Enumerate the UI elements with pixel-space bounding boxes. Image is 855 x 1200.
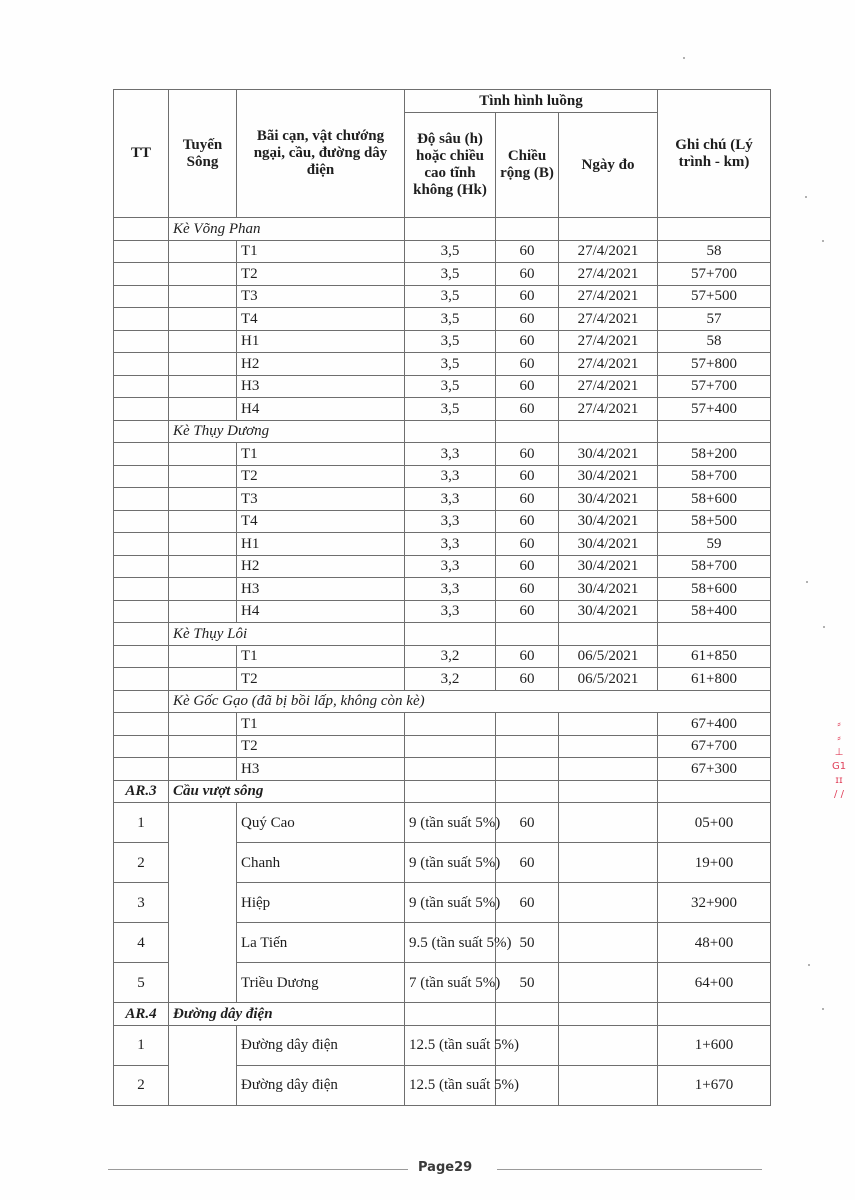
date-cell (559, 218, 658, 241)
object-name: T2 (237, 668, 405, 691)
table-row (114, 398, 771, 421)
date-value: 27/4/2021 (559, 353, 658, 376)
tt-cell (114, 600, 169, 623)
date-value: 27/4/2021 (559, 330, 658, 353)
width-value: 60 (496, 843, 559, 883)
width-value: 60 (496, 285, 559, 308)
section-title: Cầu vượt sông (169, 780, 405, 803)
group-title-row (114, 690, 771, 713)
width-value: 60 (496, 645, 559, 668)
date-value: 27/4/2021 (559, 308, 658, 331)
object-name: H4 (237, 600, 405, 623)
stamp-glyph: ɪɪ (835, 775, 843, 786)
scan-speck (806, 581, 808, 583)
width-value: 60 (496, 308, 559, 331)
route-cell (169, 555, 237, 578)
note-value: 58 (658, 330, 771, 353)
tt-cell (114, 735, 169, 758)
width-value: 60 (496, 578, 559, 601)
route-cell (169, 488, 237, 511)
width-value: 60 (496, 353, 559, 376)
width-value: 60 (496, 555, 559, 578)
width-value: 60 (496, 510, 559, 533)
note-value: 58+600 (658, 488, 771, 511)
route-cell (169, 353, 237, 376)
scan-speck (805, 196, 807, 198)
table-row (114, 645, 771, 668)
table-row (114, 285, 771, 308)
depth-value: 12.5 (tần suất 5%) (405, 1065, 496, 1105)
depth-value: 3,3 (405, 533, 496, 556)
width-value: 50 (496, 963, 559, 1003)
object-name: Hiệp (237, 883, 405, 923)
depth-value: 3,5 (405, 308, 496, 331)
route-cell (169, 285, 237, 308)
depth-cell (405, 218, 496, 241)
table-row (114, 353, 771, 376)
tt-value: 1 (114, 1025, 169, 1065)
depth-value: 3,2 (405, 645, 496, 668)
note-cell (658, 1003, 771, 1026)
table-row (114, 510, 771, 533)
tt-cell (114, 330, 169, 353)
depth-value: 3,3 (405, 465, 496, 488)
route-cell (169, 735, 237, 758)
table-row (114, 1025, 771, 1065)
group-title-row (114, 420, 771, 443)
header-channel-group: Tình hình luồng (405, 90, 658, 113)
group-title: Kè Thụy Lôi (169, 623, 405, 646)
date-cell (559, 780, 658, 803)
note-value: 61+800 (658, 668, 771, 691)
page-footer (0, 1158, 855, 1182)
object-name: Đường dây điện (237, 1065, 405, 1105)
tt-cell (114, 510, 169, 533)
note-value: 48+00 (658, 923, 771, 963)
depth-value: 7 (tần suất 5%) (405, 963, 496, 1003)
depth-value: 9.5 (tần suất 5%) (405, 923, 496, 963)
route-cell (169, 465, 237, 488)
note-value: 57+700 (658, 263, 771, 286)
page-number: Page29 (418, 1160, 473, 1175)
date-value: 30/4/2021 (559, 600, 658, 623)
tt-cell (114, 465, 169, 488)
date-value: 30/4/2021 (559, 510, 658, 533)
object-name: T2 (237, 263, 405, 286)
note-cell (658, 218, 771, 241)
tt-value: 2 (114, 1065, 169, 1105)
date-value: 30/4/2021 (559, 488, 658, 511)
note-value: 57+800 (658, 353, 771, 376)
date-cell (559, 420, 658, 443)
group-title: Kè Thụy Dương (169, 420, 405, 443)
route-cell (169, 668, 237, 691)
table-row (114, 240, 771, 263)
route-cell (169, 263, 237, 286)
scan-speck (808, 964, 810, 966)
date-value: 27/4/2021 (559, 240, 658, 263)
tt-cell (114, 668, 169, 691)
header-route: Tuyến Sông (169, 90, 237, 218)
tt-cell (114, 443, 169, 466)
table-row (114, 443, 771, 466)
date-value: 30/4/2021 (559, 555, 658, 578)
footer-rule-left (108, 1169, 408, 1170)
stamp-text: G1 (832, 761, 847, 772)
tt-cell (114, 578, 169, 601)
note-cell (658, 420, 771, 443)
date-value: 27/4/2021 (559, 285, 658, 308)
tt-cell (114, 263, 169, 286)
table-row (114, 735, 771, 758)
date-cell (559, 623, 658, 646)
depth-cell (405, 780, 496, 803)
width-value (496, 735, 559, 758)
date-value (559, 758, 658, 781)
route-cell (169, 240, 237, 263)
date-value (559, 735, 658, 758)
object-name: H4 (237, 398, 405, 421)
width-value: 60 (496, 375, 559, 398)
tt-cell (114, 690, 169, 713)
route-cell (169, 443, 237, 466)
note-cell (658, 623, 771, 646)
table-row (114, 600, 771, 623)
tt-cell (114, 420, 169, 443)
depth-value: 3,5 (405, 285, 496, 308)
note-value: 64+00 (658, 963, 771, 1003)
route-cell (169, 645, 237, 668)
date-value: 30/4/2021 (559, 578, 658, 601)
object-name: T4 (237, 510, 405, 533)
tt-cell (114, 555, 169, 578)
note-value: 1+600 (658, 1025, 771, 1065)
red-stamp-mark (832, 718, 846, 802)
table-row (114, 578, 771, 601)
object-name: Chanh (237, 843, 405, 883)
header-depth: Độ sâu (h) hoặc chiều cao tĩnh không (Hk) (405, 113, 496, 218)
object-name: Triều Dương (237, 963, 405, 1003)
date-value (559, 803, 658, 843)
scan-speck (823, 626, 825, 628)
tt-cell (114, 285, 169, 308)
note-value: 59 (658, 533, 771, 556)
width-value: 60 (496, 533, 559, 556)
width-value: 60 (496, 668, 559, 691)
object-name: T1 (237, 240, 405, 263)
scan-speck (822, 1008, 824, 1010)
note-value: 05+00 (658, 803, 771, 843)
section-code: AR.3 (114, 780, 169, 803)
tt-cell (114, 375, 169, 398)
date-value: 30/4/2021 (559, 443, 658, 466)
tt-cell (114, 713, 169, 736)
table-row (114, 308, 771, 331)
width-value: 60 (496, 398, 559, 421)
date-value: 06/5/2021 (559, 645, 658, 668)
table-row (114, 555, 771, 578)
date-value: 27/4/2021 (559, 263, 658, 286)
date-value (559, 963, 658, 1003)
table-row (114, 375, 771, 398)
date-value: 30/4/2021 (559, 533, 658, 556)
depth-value: 3,5 (405, 398, 496, 421)
route-cell (169, 803, 237, 1003)
object-name: H2 (237, 555, 405, 578)
note-value: 57 (658, 308, 771, 331)
note-value: 57+700 (658, 375, 771, 398)
depth-value: 3,5 (405, 375, 496, 398)
note-value: 1+670 (658, 1065, 771, 1105)
group-title-row (114, 623, 771, 646)
object-name: T1 (237, 645, 405, 668)
date-value (559, 1065, 658, 1105)
date-value: 27/4/2021 (559, 398, 658, 421)
width-value: 60 (496, 600, 559, 623)
tt-value: 2 (114, 843, 169, 883)
date-cell (559, 1003, 658, 1026)
route-cell (169, 1025, 237, 1105)
date-value (559, 923, 658, 963)
date-value: 06/5/2021 (559, 668, 658, 691)
route-cell (169, 398, 237, 421)
table-body (114, 218, 771, 1106)
object-name: T3 (237, 488, 405, 511)
depth-cell (405, 1003, 496, 1026)
route-cell (169, 533, 237, 556)
width-value (496, 758, 559, 781)
width-value: 60 (496, 883, 559, 923)
depth-value: 3,2 (405, 668, 496, 691)
route-cell (169, 758, 237, 781)
tt-cell (114, 533, 169, 556)
depth-value (405, 735, 496, 758)
depth-value (405, 713, 496, 736)
object-name: Đường dây điện (237, 1025, 405, 1065)
note-value: 57+500 (658, 285, 771, 308)
note-value: 58+500 (658, 510, 771, 533)
scan-speck (822, 240, 824, 242)
note-value: 58+600 (658, 578, 771, 601)
object-name: T2 (237, 465, 405, 488)
header-date: Ngày đo (559, 113, 658, 218)
width-value: 60 (496, 443, 559, 466)
header-tt: TT (114, 90, 169, 218)
note-value: 67+700 (658, 735, 771, 758)
tt-cell (114, 488, 169, 511)
header-width: Chiều rộng (B) (496, 113, 559, 218)
width-value: 60 (496, 803, 559, 843)
tt-cell (114, 398, 169, 421)
group-title-row (114, 218, 771, 241)
route-cell (169, 308, 237, 331)
depth-value: 3,3 (405, 600, 496, 623)
width-value: 60 (496, 240, 559, 263)
note-value: 58+200 (658, 443, 771, 466)
depth-value: 9 (tần suất 5%) (405, 803, 496, 843)
depth-value: 3,5 (405, 353, 496, 376)
object-name: T2 (237, 735, 405, 758)
table-row (114, 533, 771, 556)
channel-status-table (113, 89, 771, 1106)
tt-value: 3 (114, 883, 169, 923)
route-cell (169, 600, 237, 623)
width-cell (496, 1003, 559, 1026)
tt-cell (114, 218, 169, 241)
width-value: 60 (496, 465, 559, 488)
depth-value: 3,5 (405, 263, 496, 286)
date-value (559, 883, 658, 923)
width-value (496, 713, 559, 736)
depth-value: 9 (tần suất 5%) (405, 883, 496, 923)
tt-cell (114, 623, 169, 646)
object-name: T1 (237, 443, 405, 466)
note-value: 58+400 (658, 600, 771, 623)
date-value (559, 1025, 658, 1065)
object-name: H3 (237, 375, 405, 398)
table-row (114, 330, 771, 353)
tt-value: 4 (114, 923, 169, 963)
note-value: 67+400 (658, 713, 771, 736)
width-cell (496, 623, 559, 646)
tt-cell (114, 353, 169, 376)
section-title: Đường dây điện (169, 1003, 405, 1026)
depth-cell (405, 623, 496, 646)
width-value: 50 (496, 923, 559, 963)
object-name: H2 (237, 353, 405, 376)
route-cell (169, 713, 237, 736)
header-object: Bãi cạn, vật chướng ngại, cầu, đường dây điện (237, 90, 405, 218)
header-row-1 (114, 90, 771, 113)
note-value: 57+400 (658, 398, 771, 421)
tt-value: 5 (114, 963, 169, 1003)
note-value: 67+300 (658, 758, 771, 781)
route-cell (169, 375, 237, 398)
table-row (114, 758, 771, 781)
depth-value: 3,3 (405, 488, 496, 511)
depth-value: 3,5 (405, 330, 496, 353)
object-name: T3 (237, 285, 405, 308)
depth-value: 3,3 (405, 578, 496, 601)
object-name: H1 (237, 533, 405, 556)
note-value: 19+00 (658, 843, 771, 883)
footer-rule-right (497, 1169, 762, 1170)
depth-value (405, 758, 496, 781)
table-row (114, 713, 771, 736)
depth-value: 3,3 (405, 555, 496, 578)
tt-cell (114, 645, 169, 668)
date-value: 30/4/2021 (559, 465, 658, 488)
note-value: 61+850 (658, 645, 771, 668)
width-value: 60 (496, 330, 559, 353)
stamp-slash: / / (834, 789, 844, 800)
route-cell (169, 578, 237, 601)
stamp-signature-mark: ⸗ ⸗ ⊥ (834, 719, 844, 758)
table-row (114, 803, 771, 843)
width-cell (496, 218, 559, 241)
depth-value: 3,3 (405, 443, 496, 466)
width-value: 60 (496, 263, 559, 286)
group-title: Kè Võng Phan (169, 218, 405, 241)
section-title-row (114, 780, 771, 803)
depth-value: 3,5 (405, 240, 496, 263)
table-row (114, 465, 771, 488)
tt-cell (114, 758, 169, 781)
tt-value: 1 (114, 803, 169, 843)
object-name: H1 (237, 330, 405, 353)
object-name: La Tiến (237, 923, 405, 963)
object-name: Quý Cao (237, 803, 405, 843)
note-value: 58+700 (658, 465, 771, 488)
date-value (559, 713, 658, 736)
table-row (114, 488, 771, 511)
group-title: Kè Gốc Gạo (đã bị bồi lấp, không còn kè) (169, 690, 771, 713)
table-row (114, 668, 771, 691)
scan-speck (683, 57, 685, 59)
date-value (559, 843, 658, 883)
route-cell (169, 510, 237, 533)
object-name: H3 (237, 578, 405, 601)
depth-cell (405, 420, 496, 443)
width-cell (496, 780, 559, 803)
route-cell (169, 330, 237, 353)
tt-cell (114, 308, 169, 331)
note-value: 58 (658, 240, 771, 263)
table-row (114, 263, 771, 286)
date-value: 27/4/2021 (559, 375, 658, 398)
section-title-row (114, 1003, 771, 1026)
tt-cell (114, 240, 169, 263)
depth-value: 3,3 (405, 510, 496, 533)
object-name: T4 (237, 308, 405, 331)
section-code: AR.4 (114, 1003, 169, 1026)
depth-value: 12.5 (tần suất 5%) (405, 1025, 496, 1065)
object-name: T1 (237, 713, 405, 736)
header-note: Ghi chú (Lý trình - km) (658, 90, 771, 218)
width-cell (496, 420, 559, 443)
note-cell (658, 780, 771, 803)
note-value: 32+900 (658, 883, 771, 923)
width-value: 60 (496, 488, 559, 511)
object-name: H3 (237, 758, 405, 781)
note-value: 58+700 (658, 555, 771, 578)
depth-value: 9 (tần suất 5%) (405, 843, 496, 883)
